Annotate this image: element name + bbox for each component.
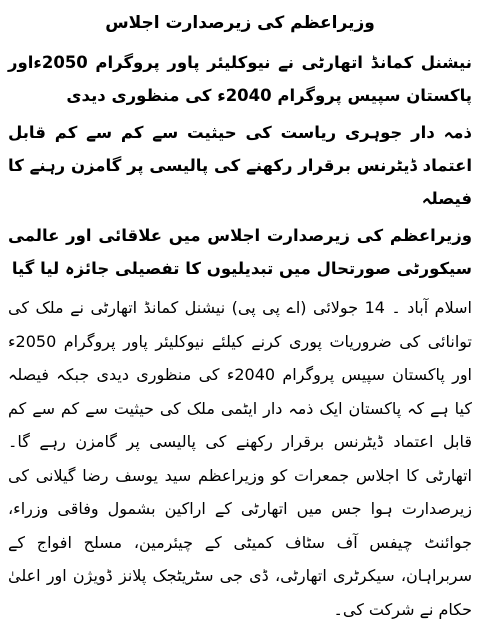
article-body: اسلام آباد ۔ 14 جولائی (اے پی پی) نیشنل کمانڈ اتھارٹی نے ملک کی توانائی کی ضروریات پوری کرنے کیلئے نیوکلیئر پاور پروگرام 2050ء اور پاکستان سپیس پروگرام 2040ء کی منظوری دیدی جبکہ فیصلہ کیا ہے کہ پاکستان ایک ذمہ دار ایٹمی ملک کی حیثیت سے کم سے کم قابل اعتماد ڈیٹرنس برقرار رکھنے کی پالیسی پر گامزن رہے گا۔ اتھارٹی کا اجلاس جمعرات کو وزیراعظم سید یوسف رضا گیلانی کی زیرصدارت ہوا جس میں اتھارٹی کے اراکین بشمول وفاقی وزراء، جوائنٹ چیفس آف سٹاف کمیٹی کے چیئرمین، مسلح افواج کے سربراہان، سیکرٹری اتھارٹی، ڈی جی سٹریٹجک پلانز ڈویژن اور اعلیٰ حکام نے شرکت کی۔ — [8, 298, 472, 619]
article-subhead-3: وزیراعظم کی زیرصدارت اجلاس میں علاقائی اور عالمی سیکورٹی صورتحال میں تبدیلیوں کا تفصیلی جائزہ لیا گیا — [8, 226, 472, 278]
article-subhead-1: نیشنل کمانڈ اتھارٹی نے نیوکلیئر پاور پروگرام 2050ءاور پاکستان سپیس پروگرام 2040ء کی منظوری دیدی — [8, 53, 472, 105]
article-subhead-2: ذمہ دار جوہری ریاست کی حیثیت سے کم سے کم قابل اعتماد ڈیٹرنس برقرار رکھنے کی پالیسی پر گامزن رہنے کا فیصلہ — [8, 123, 472, 208]
article-headline: وزیراعظم کی زیرصدارت اجلاس — [105, 13, 375, 33]
